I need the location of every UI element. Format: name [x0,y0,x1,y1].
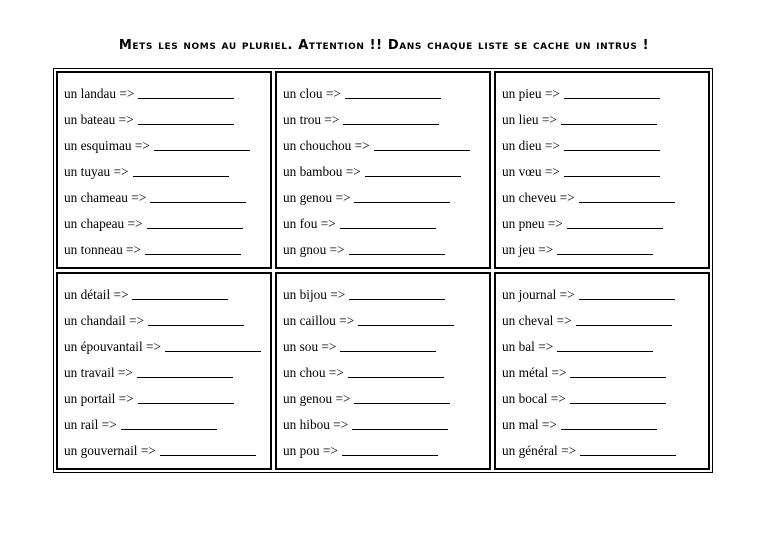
list-item [64,81,270,107]
singular-noun: un gouvernail [64,443,138,458]
list-item [64,133,270,159]
arrow-icon: => [551,365,567,380]
answer-blank[interactable] [145,240,241,255]
answer-blank[interactable] [579,188,675,203]
answer-blank[interactable] [564,84,660,99]
singular-noun: un hibou [283,417,330,432]
singular-noun: un jeu [502,242,535,257]
list-item [64,334,270,360]
answer-blank[interactable] [358,311,454,326]
list-item [502,334,708,360]
answer-blank[interactable] [340,337,436,352]
word-list-2 [275,71,491,269]
arrow-icon: => [335,190,351,205]
answer-blank[interactable] [576,311,672,326]
singular-noun: un landau [64,86,117,101]
list-item [64,412,270,438]
singular-noun: un tuyau [64,164,111,179]
list-item [502,438,708,464]
answer-blank[interactable] [138,389,234,404]
singular-noun: un bijou [283,287,327,302]
word-list-3 [494,71,710,269]
singular-noun: un bocal [502,391,548,406]
list-item [502,81,708,107]
singular-noun: un tonneau [64,242,123,257]
list-item [283,107,489,133]
arrow-icon: => [339,313,355,328]
answer-blank[interactable] [349,285,445,300]
answer-blank[interactable] [570,389,666,404]
singular-noun: un chameau [64,190,128,205]
answer-blank[interactable] [342,441,438,456]
list-item [283,81,489,107]
list-item [64,308,270,334]
singular-noun: un esquimau [64,138,132,153]
word-list-4 [56,272,272,470]
singular-noun: un général [502,443,558,458]
singular-noun: un chouchou [283,138,352,153]
singular-noun: un rail [64,417,99,432]
answer-blank[interactable] [343,110,439,125]
list-item [502,185,708,211]
answer-blank[interactable] [570,363,666,378]
list-item [502,360,708,386]
arrow-icon: => [117,365,133,380]
answer-blank[interactable] [561,415,657,430]
list-item [64,185,270,211]
singular-noun: un bal [502,339,535,354]
arrow-icon: => [320,216,336,231]
list-item [502,107,708,133]
list-item [283,159,489,185]
worksheet-title: Mets les noms au pluriel. Attention !! Dans chaque liste se cache un intrus ! [118,38,650,53]
singular-noun: un pneu [502,216,545,231]
arrow-icon: => [541,417,557,432]
arrow-icon: => [538,242,554,257]
singular-noun: un épouvantail [64,339,143,354]
list-item [283,334,489,360]
arrow-icon: => [541,112,557,127]
list-item [502,282,708,308]
arrow-icon: => [321,339,337,354]
arrow-icon: => [328,365,344,380]
answer-blank[interactable] [121,415,217,430]
singular-noun: un trou [283,112,322,127]
list-item [283,438,489,464]
answer-blank[interactable] [137,363,233,378]
answer-blank[interactable] [348,363,444,378]
list-item [283,237,489,263]
singular-noun: un portail [64,391,116,406]
arrow-icon: => [324,112,340,127]
answer-blank[interactable] [557,337,653,352]
answer-blank[interactable] [148,311,244,326]
arrow-icon: => [322,443,338,458]
singular-noun: un bambou [283,164,343,179]
list-item [283,282,489,308]
singular-noun: un cheveu [502,190,557,205]
list-item [64,159,270,185]
arrow-icon: => [547,216,563,231]
arrow-icon: => [101,417,117,432]
list-item [283,412,489,438]
list-item [64,237,270,263]
answer-blank[interactable] [354,389,450,404]
list-item [502,237,708,263]
list-item [283,386,489,412]
arrow-icon: => [127,216,143,231]
arrow-icon: => [325,86,341,101]
arrow-icon: => [544,138,560,153]
singular-noun: un vœu [502,164,542,179]
answer-blank[interactable] [365,162,461,177]
singular-noun: un genou [283,391,333,406]
arrow-icon: => [559,287,575,302]
list-item [283,308,489,334]
list-item [64,282,270,308]
arrow-icon: => [129,313,144,328]
list-item [64,360,270,386]
list-item [502,412,708,438]
singular-noun: un bateau [64,112,116,127]
word-list-5 [275,272,491,470]
arrow-icon: => [126,242,142,257]
word-list-1 [56,71,272,269]
list-item [283,211,489,237]
answer-blank[interactable] [374,136,470,151]
answer-blank[interactable] [579,285,675,300]
singular-noun: un dieu [502,138,542,153]
singular-noun: un chou [283,365,326,380]
answer-blank[interactable] [580,441,676,456]
answer-blank[interactable] [132,285,228,300]
singular-noun: un pieu [502,86,542,101]
answer-blank[interactable] [150,188,246,203]
list-item [502,211,708,237]
exercise-grid [56,71,710,470]
arrow-icon: => [556,313,572,328]
arrow-icon: => [559,190,575,205]
answer-blank[interactable] [133,162,229,177]
singular-noun: un mal [502,417,539,432]
arrow-icon: => [354,138,370,153]
arrow-icon: => [333,417,349,432]
list-item [502,308,708,334]
list-item [283,360,489,386]
answer-blank[interactable] [564,136,660,151]
answer-blank[interactable] [557,240,653,255]
singular-noun: un gnou [283,242,327,257]
arrow-icon: => [134,138,150,153]
list-item [502,159,708,185]
arrow-icon: => [538,339,554,354]
answer-blank[interactable] [564,162,660,177]
singular-noun: un clou [283,86,323,101]
arrow-icon: => [561,443,577,458]
answer-blank[interactable] [561,110,657,125]
list-item [283,185,489,211]
answer-blank[interactable] [352,415,448,430]
arrow-icon: => [140,443,156,458]
arrow-icon: => [145,339,161,354]
answer-blank[interactable] [165,337,261,352]
arrow-icon: => [113,287,129,302]
answer-blank[interactable] [345,84,441,99]
arrow-icon: => [113,164,129,179]
singular-noun: un détail [64,287,111,302]
answer-blank[interactable] [160,441,256,456]
arrow-icon: => [118,112,134,127]
list-item [502,386,708,412]
list-item [64,386,270,412]
answer-blank[interactable] [349,240,445,255]
singular-noun: un chandail [64,313,126,328]
singular-noun: un travail [64,365,115,380]
arrow-icon: => [335,391,351,406]
singular-noun: un pou [283,443,320,458]
exercise-table [53,68,713,473]
list-item [283,133,489,159]
answer-blank[interactable] [567,214,663,229]
singular-noun: un genou [283,190,333,205]
singular-noun: un cheval [502,313,554,328]
list-item [502,133,708,159]
arrow-icon: => [119,86,135,101]
arrow-icon: => [329,242,345,257]
singular-noun: un métal [502,365,549,380]
arrow-icon: => [345,164,361,179]
arrow-icon: => [544,164,560,179]
singular-noun: un caillou [283,313,336,328]
arrow-icon: => [118,391,134,406]
singular-noun: un fou [283,216,318,231]
word-list-6 [494,272,710,470]
answer-blank[interactable] [147,214,243,229]
singular-noun: un chapeau [64,216,125,231]
arrow-icon: => [330,287,346,302]
answer-blank[interactable] [154,136,250,151]
answer-blank[interactable] [340,214,436,229]
answer-blank[interactable] [354,188,450,203]
singular-noun: un lieu [502,112,539,127]
arrow-icon: => [550,391,566,406]
arrow-icon: => [544,86,560,101]
singular-noun: un sou [283,339,319,354]
answer-blank[interactable] [138,84,234,99]
list-item [64,107,270,133]
singular-noun: un journal [502,287,557,302]
list-item [64,438,270,464]
arrow-icon: => [131,190,147,205]
answer-blank[interactable] [138,110,234,125]
list-item [64,211,270,237]
